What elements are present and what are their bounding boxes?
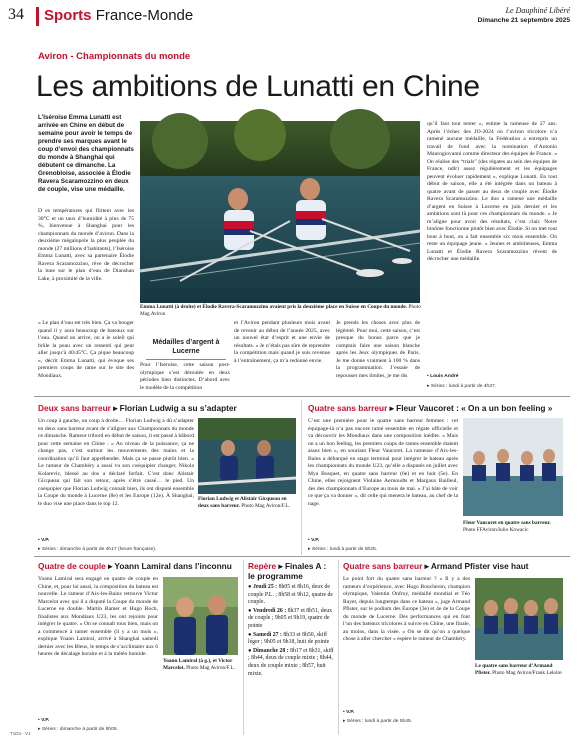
col-divider-3 [338, 560, 339, 735]
b1-tag: Deux sans barreur [38, 403, 111, 413]
b4-tag: Quatre sans barreur [343, 561, 423, 571]
header-red-bar [36, 7, 39, 26]
main-intro-text: D es températures qui flirtent avec les 30°C et un taux d’humidité à plus de 75 %, bienvenue à Shanghai pour les championnats du monde d’aviron. Dans la deuxième mégalopole la plus peuplée du monde (27 millions d’habitants), l’Iséroise Emma Lunatti, avec sa partenaire Élodie Ravera Scaramozzino, rêve de décrocher la lune sur le plan d’eau de Dianshan Lake, à proximité de la ville. [38, 208, 134, 282]
rep-item: ● Samedi 27 : 8h33 et 8h50, skiff léger ; 9h05 et 9h18, huit de pointe [248, 631, 330, 646]
b3-title: Yoann Lamiral dans l’inconnu [114, 561, 232, 571]
main-photo-caption-text: Emma Lunatti (à droite) et Élodie Ravera-Scaramozzino avaient pris la deuxième place en Suisse en Coupe du monde. [140, 304, 408, 310]
b1-note: ▸ Séries : dimanche à partir de 4h17 (heure française). [38, 547, 157, 552]
section-divider-1 [34, 396, 570, 397]
main-body-col4: Je prends les choses avec plus de légèreté. Pour moi, cette saison, c’est presque du bonus parce que je comptais faire une saison blanche après les Jeux olympiques de Paris. Je me donne vraiment à 100 % dans la programmation. J’essaie de repousser mes limites, je me dis [336, 320, 420, 379]
masthead: Le Dauphiné Libéré [505, 6, 570, 15]
lede: L’Iséroise Emma Lunatti est arrivée en Chine en début de semaine pour avoir le temps de prendre ses marques avant le coup d’envoi des championnats du monde à Shanghai qui débutent ce dimanche. La Grenobloise, associée à Élodie Ravera Scaramozzino en deux de couple, vise une médaille. [38, 114, 134, 193]
b1-body: Un coup à gauche, un coup à droite… Florian Ludwig a dû s’adapter en deux sans barreur avant de s’aligner aux Championnats du monde ce dimanche. Rameur tribord en début de saison, il est passé à bâbord pour cette semaine en Chine : « Au niveau de la puissance, ça ne change pas, c’est surtout les mouvements des mains et la coordination qu’il faut appréhender. Mais ça se passe plutôt bien. » Le rameur de Chambéry a aussi vu son coéquipier changer, Nikola Kolarevic, blessé au dos a déclaré forfait. C’est donc Alistair Gicqueau qui fait son retour, après s’être cassé… le pied. Un coéquipier que Florian Ludwig connaît bien, ils ont disputé ensemble la Coupe du monde à Lucerne (8e) et les Europe (12e). À Shanghai, le duo vise une place dans le top 12. [38, 418, 194, 507]
main-body-right: qu’il faut tout tenter », estime la rameuse de 27 ans. Après l’échec des JO-2024 où l’aviron tricolore n’a ramené aucune médaille, la Fédération a entrepris un travail de fond avec la nomination d’Antonio Maurogiovanni comme directeur des équipes de France. « On réalise des “trials” (des régates au sein des équipes de France, ndlr) assez régulièrement et les équipages peuvent évoluer rapidement », explique Lunatti. En tout début de saison, elle a été intégrée dans un bateau à quatre avant de passer au deux de couple avec Élodie Ravera Scaramozzino. Le duo a ramené une médaille d’argent en Suisse à Lucerne en juin dernier et les ambitions sont là pour ces championnats du monde. « Je m’aligne pour avoir des résultats, c’est clair. Notre binôme fonctionne plutôt bien avec Élodie. Si on met tout bout à bout, on a fait ensemble six mois ensemble. On reste un équipage jeune. » Jeunes et ambitieuses, Emma Lunatti et Élodie Ravera Scaramozzino rêvent de décrocher une médaille. [427, 121, 557, 262]
b2-heading: Quatre sans barreur ▸ Fleur Vaucoret : « On a un bon feeling » [308, 403, 553, 413]
b4-sign: • V.P. [343, 710, 355, 715]
rep-heading: Repère ▸ Finales A : le programme [248, 561, 327, 581]
b1-title: Florian Ludwig a su s’adapter [119, 403, 237, 413]
section-title [44, 7, 193, 24]
b3-photo [163, 577, 238, 655]
b3-tag: Quatre de couple [38, 561, 106, 571]
b4-photo [475, 578, 563, 660]
section-main: Sports [44, 7, 92, 24]
headline: Les ambitions de Lunatti en Chine [36, 70, 480, 103]
main-body-col1: « Le plan d’eau est très bien. Ça va bouger quand il y aura beaucoup de bateaux sur l’eau. Quand on arrive, on a le soleil qui brûle la peau avec un ressenti qui peut aller jusqu’à 40/45°C. Ça pique beaucoup », décrit Emma Lunatti, qui évoque ses premiers coups de rame sur le site des Mondiaux. [38, 320, 134, 379]
main-photo-credit: Photo Mag Aviron [140, 304, 421, 317]
b3-heading: Quatre de couple ▸ Yoann Lamiral dans l’inconnu [38, 561, 232, 571]
b2-body: C’est une première pour le quatre sans barreur femmes : cet équipage-là n’a pas encore ramé ensemble en régate officielle et va découvrir les Mondiaux dans une composition inédite. « Mais on a un bon feeling, les premiers coups de rames ensemble étaient assez bien », en souriant Fleur Vaucoret. La rameuse d’Aix-les-Bains a débarqué en stage terminal pour intégrer le bateau après les championnats du monde U23, qu’elle a disputés en juillet avec Mya Bosquet, en quatre sans barreur (6e) et en huit (5e). En Chine, elles rejoignent Violaine Aernoudts et Margaux Bailleul, 4es des championnats d’Europe au mois de mai. « J’ai hâte de voir ce que ça va donner », dit celle qui menera le bateau, au chef de la nage. [308, 418, 458, 507]
rep-item: ● Jeudi 25 : 8h05 et 8h16, deux de couple P.L. ; 8h58 et 9h12, quatre de couple. [248, 584, 334, 606]
b1-sign: • V.P. [38, 538, 50, 543]
main-photo-caption [140, 304, 422, 317]
b2-note: ▸ Séries : lundi à partir de 5h25. [308, 547, 378, 552]
b4-note: ▸ Séries : lundi à partir de 5h45. [343, 719, 413, 724]
main-author: • Louis André [427, 374, 459, 379]
b4-caption: Le quatre sans barreur d’Armand Pfister. Photo Mag Aviron/Frank Leloire [475, 663, 562, 676]
b2-sign: • V.P. [308, 538, 320, 543]
main-subhead-medals: Médailles d’argent à Lucerne [152, 339, 220, 355]
b1-heading: Deux sans barreur ▸ Florian Ludwig a su s’adapter [38, 403, 237, 413]
rep-list [248, 584, 334, 678]
main-body-col2: Pour l’Iséroise, cette saison post-olympique s’est déroulée en deux périodes bien distinctes. D’abord avec le modèle de la compétition [140, 362, 230, 391]
main-body-col3: et l’Aviron pendant plusieurs mois avant de revenir au début de l’année 2025, avec un nouvel état d’esprit et une envie de résultats. « Je n’étais pas sûre de reprendre la compétition mais quand je suis revenue à l’entraînement, ça m’a redonné envie. [234, 320, 330, 364]
b1-caption: Florian Ludwig et Alistair Gicqueau en deux sans barreur. Photo Mag Aviron/F.L. [198, 496, 291, 509]
b2-title: Fleur Vaucoret : « On a un bon feeling » [396, 403, 553, 413]
b2-photo [463, 418, 563, 516]
b3-body: Yoann Lamiral sera engagé en quatre de couple en Chine, et, pour lui aussi, la composition du bateau est nouvelle. Le rameur d’Aix-les-Bains retrouve Victor Marcelot avec qui il a disputé la Coupe du monde de Lucerne en double. Martin Ramer et Hugo Roch, finalistes aux Mondiaux U23, les ont rejoints pour intégrer le quatre. « On se connaît tous bien, mais on a commencé à ramer ensemble (il y a un mois », explique Yoann Lamiral, arrivé à Shanghai samedi dernier avec les Bleus, le temps de s’acclimater aux 6 heures de décalage horaire et à la météo humide. [38, 576, 158, 657]
section-divider-2 [34, 556, 570, 557]
footer-code: T1D4 - V1 [10, 731, 31, 736]
b3-sign: • V.P. [38, 718, 50, 723]
rep-title: Finales A : le programme [248, 561, 327, 581]
b4-heading: Quatre sans barreur ▸ Armand Pfister vise haut [343, 561, 529, 571]
rep-item: ● Dimanche 28 : 8h17 et 8h31, skiff ; 8h44, deux de couple mixte ; 8h44, deux de couple mixte ; 8h57, huit mixte. [248, 647, 334, 677]
b3-note: ▸ Séries : dimanche à partir de 5h05. [38, 727, 118, 732]
b4-title: Armand Pfister vise haut [430, 561, 529, 571]
page-number: 34 [8, 6, 24, 23]
section-sub: France-Monde [95, 7, 194, 24]
b1-photo [198, 418, 296, 494]
main-note: ▸ Séries : lundi à partir de 4h37. [427, 384, 497, 389]
b2-tag: Quatre sans barreur [308, 403, 388, 413]
header-date: Dimanche 21 septembre 2025 [477, 17, 570, 24]
rep-tag: Repère [248, 561, 277, 571]
col-divider-2 [243, 560, 244, 735]
b4-body: Le point fort du quatre sans barreur ? « Il y a des rameurs d’expérience, avec Hugo Boucheron, champion olympique, Valentin Onfroy, médaillé mondial et Téo Rayet, depuis longtemps dans ce bateau », juge Armand Pfister, sur le podium des Europe (3e) et 4e de la Coupe du monde de Lucerne. Des performances qui en font l’un des bateaux tricolores à suivre en Chine, une finale, au moins, dans la visée. « On se dit qu’on a quelque chose à aller chercher » espère le rameur de Chambéry. [343, 576, 470, 642]
b3-caption: Yoann Lamiral (à g.), et Victor Marcelot. Photo Mag Aviron/F.L. [163, 658, 236, 671]
rep-item: ● Vendredi 26 : 8h37 et 8h51, deux de couple ; 9h05 et 9h19, quatre de pointe [248, 607, 333, 629]
b2-caption: Fleur Vaucoret en quatre sans barreur. Photo FFAviron/Iulio Kowacic [463, 520, 551, 533]
subhead-rule [146, 359, 226, 360]
main-photo [140, 121, 420, 303]
col-divider-1 [301, 400, 302, 555]
kicker: Aviron - Championnats du monde [38, 51, 191, 62]
